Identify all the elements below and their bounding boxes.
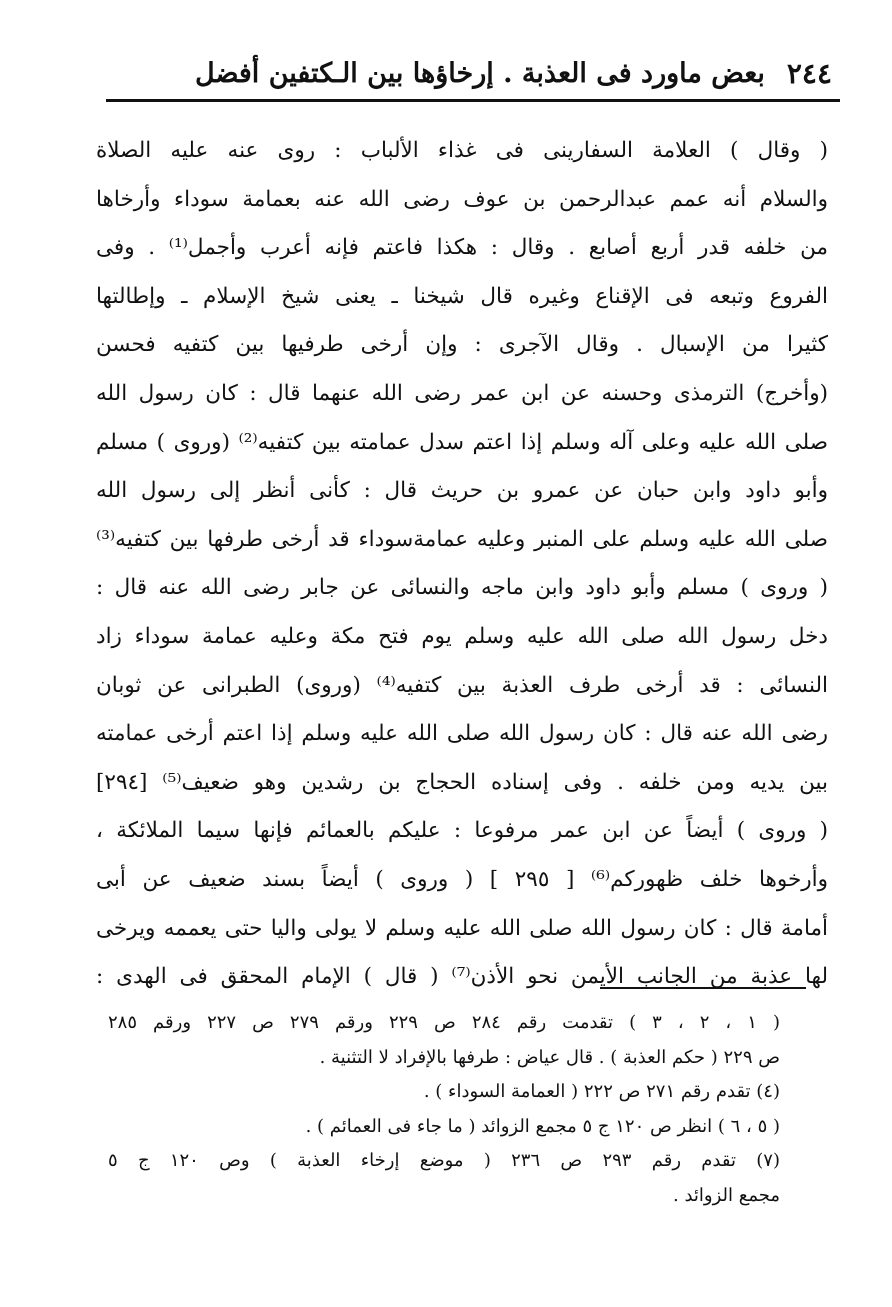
- body-line: دخل رسول الله صلى الله عليه وسلم يوم فتح مكة وعليه عمامة سوداء زاد: [96, 623, 828, 649]
- body-line: الفروع وتبعه فى الإقناع وغيره قال شيخنا ـ يعنى شيخ الإسلام ـ وإطالتها: [96, 283, 828, 309]
- body-line: بين يديه ومن خلفه . وفى إسناده الحجاج بن رشدين وهو ضعيف⁽⁵⁾ [٢٩٤]: [96, 769, 828, 795]
- body-line: وأبو داود وابن حبان عن عمرو بن حريث قال : كأنى أنظر إلى رسول الله: [96, 478, 828, 504]
- footnote-rule: [600, 987, 806, 989]
- page-number: ٢٤٤: [786, 57, 832, 90]
- body-line: ( وروى ) مسلم وأبو داود وابن ماجه والنسائى عن جابر رضى الله عنه قال :: [96, 575, 828, 601]
- footnote-line: (٤) تقدم رقم ٢٧١ ص ٢٢٢ ( العمامة السوداء ) .: [423, 1081, 780, 1103]
- footnote-line: ( ١ ، ٢ ، ٣ ) تقدمت رقم ٢٨٤ ص ٢٢٩ ورقم ٢٧٩ ص ٢٢٧ ورقم ٢٨٥: [108, 1012, 780, 1033]
- body-line: صلى الله عليه وعلى آله وسلم إذا اعتم سدل عمامته بين كتفيه⁽²⁾ (وروى ) مسلم: [96, 429, 828, 455]
- footnote-line: مجمع الزوائد .: [673, 1184, 780, 1206]
- footnote-line: (٧) تقدم رقم ٢٩٣ ص ٢٣٦ ( موضع إرخاء العذبة ) وص ١٢٠ ج ٥: [108, 1150, 780, 1172]
- body-line: من خلفه قدر أربع أصابع . وقال : هكذا فاعتم فإنه أعرب وأجمل⁽¹⁾ . وفى: [96, 235, 828, 261]
- page-header: [108, 52, 832, 92]
- body-line: أمامة قال : كان رسول الله صلى الله عليه وسلم لا يولى واليا حتى يعممه ويرخى: [96, 915, 828, 941]
- body-line: صلى الله عليه وسلم على المنبر وعليه عمامةسوداء قد أرخى طرفها بين كتفيه⁽³⁾: [96, 526, 828, 552]
- body-text: [96, 127, 828, 1002]
- footnote-line: ( ٥ ، ٦ ) انظر ص ١٢٠ ج ٥ مجمع الزوائد ( ما جاء فى العمائم ) .: [305, 1115, 780, 1137]
- footnote-line: ص ٢٢٩ ( حكم العذبة ) . قال عياض : طرفها بالإفراد لا التثنية .: [319, 1046, 780, 1068]
- footnotes: [108, 1006, 780, 1214]
- body-line: (وأخرج) الترمذى وحسنه عن ابن عمر رضى الله عنهما قال : كان رسول الله: [96, 380, 828, 406]
- running-title: بعض ماورد فى العذبة . إرخاؤها بين الـكتفين أفضل: [195, 58, 765, 89]
- body-line: والسلام أنه عمم عبدالرحمن بن عوف رضى الله عنه بعمامة سوداء وأرخاها: [96, 186, 828, 212]
- body-line: وأرخوها خلف ظهوركم⁽⁶⁾ [ ٢٩٥ ] ( وروى ) أيضاً بسند ضعيف عن أبى: [96, 866, 828, 892]
- body-line: النسائى : قد أرخى طرف العذبة بين كتفيه⁽⁴⁾ (وروى) الطبرانى عن ثوبان: [96, 672, 828, 698]
- header-rule: [106, 99, 840, 102]
- body-line: ( وروى ) أيضاً عن ابن عمر مرفوعا : عليكم بالعمائم فإنها سيما الملائكة ،: [96, 818, 828, 844]
- body-line: لها عذبة من الجانب الأيمن نحو الأذن⁽⁷⁾ ( قال ) الإمام المحقق فى الهدى :: [96, 964, 828, 990]
- body-line: ( وقال ) العلامة السفارينى فى غذاء الألباب : روى عنه عليه الصلاة: [96, 138, 828, 163]
- body-line: رضى الله عنه قال : كان رسول الله صلى الله عليه وسلم إذا اعتم أرخى عمامته: [96, 721, 828, 747]
- body-line: كثيرا من الإسبال . وقال الآجرى : وإن أرخى طرفيها بين كتفيه فحسن: [96, 332, 828, 358]
